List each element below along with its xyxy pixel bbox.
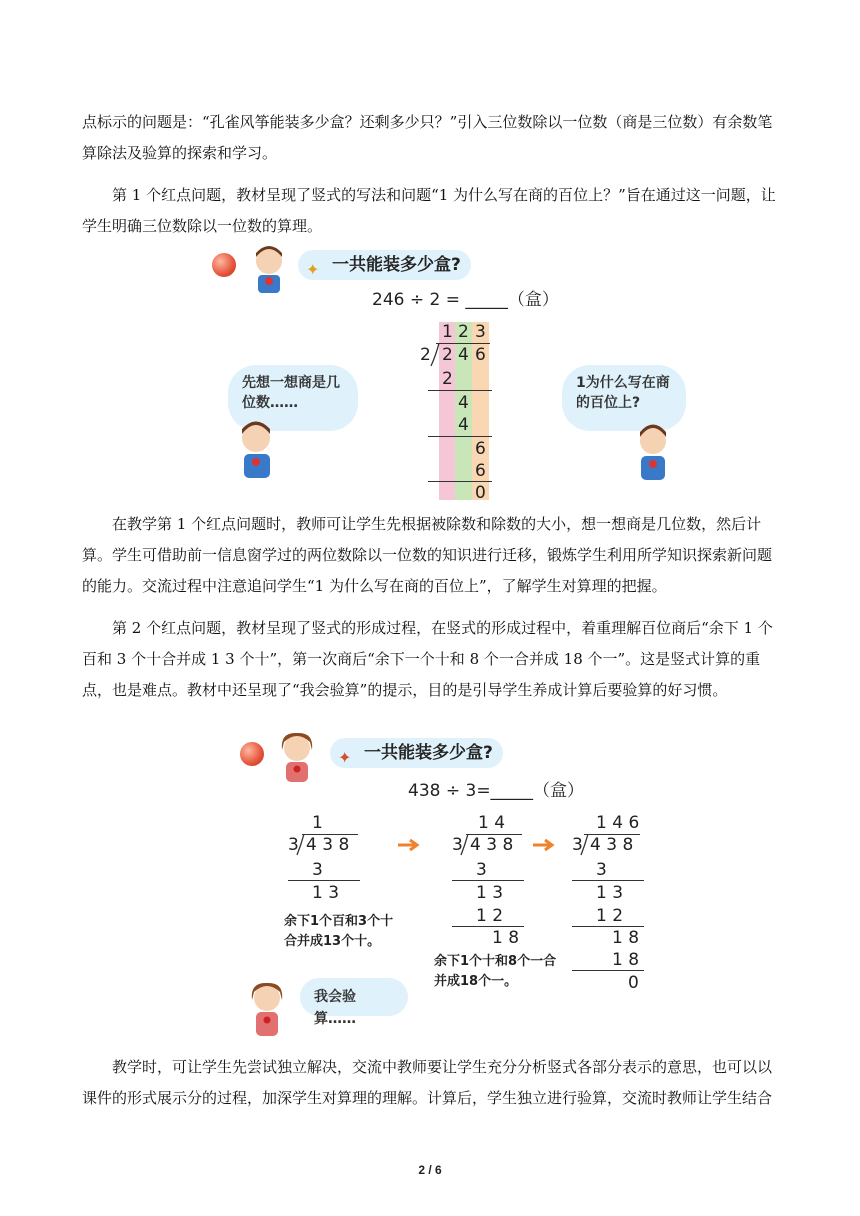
s2-step: 1 2 — [476, 906, 504, 926]
think-bubble-left: 先想一想商是几位数…… — [228, 365, 358, 431]
girl-thinking-icon — [242, 980, 292, 1038]
figure1-equation: 246 ÷ 2 = _____（盒） — [372, 290, 559, 310]
quotient-digit: 3 — [475, 322, 486, 342]
s1-step-line — [288, 880, 360, 881]
verify-bubble: 我会验算…… — [300, 978, 408, 1016]
step-line — [428, 481, 492, 482]
s1-step: 3 — [312, 860, 323, 880]
paragraph-4: 第 2 个红点问题，教材呈现了竖式的形成过程，在竖式的形成过程中，着重理解百位商后“余下 1 个百和 3 个十合并成 1 3 个十”，第一次商后“余下一个十和 8 个一合并成 18 个一”。这是竖式计算的重点，也是难点。教材中还呈现了“我会验算”的提示，目的是引导学生养成计算后要验算的好习惯。 — [82, 619, 773, 699]
kite-icon: ✦ — [306, 260, 320, 279]
kite-icon: ✦ — [338, 748, 352, 767]
s3-step-line — [572, 926, 644, 927]
s3-divisor: 3 — [572, 835, 583, 855]
figure1-title: ✦ 一共能装多少盒? — [298, 250, 471, 280]
s1-step: 1 3 — [312, 883, 340, 903]
s3-step: 1 8 — [612, 950, 640, 970]
s3-step: 1 8 — [612, 928, 640, 948]
s2-divisor: 3 — [452, 835, 463, 855]
s2-step-line — [452, 880, 524, 881]
paragraph-3: 在教学第 1 个红点问题时，教师可让学生先根据被除数和除数的大小，想一想商是几位数，然后计算。学生可借助前一信息窗学过的两位数除以一位数的知识进行迁移，锻炼学生利用所学知识探索新问题的能力。交流过程中注意追问学生“1 为什么写在商的百位上”，了解学生对算理的把握。 — [82, 515, 773, 595]
boy-avatar-icon — [248, 245, 290, 293]
paragraph-5: 教学时，可让学生先尝试独立解决，交流中教师要让学生充分分析竖式各部分表示的意思，也可以以课件的形式展示分的过程，加深学生对算理的理解。计算后，学生独立进行验算，交流时教师让学生结合 — [82, 1058, 773, 1107]
s1-note: 余下1个百和3个十合并成13个十。 — [284, 914, 394, 949]
paragraph-2: 第 1 个红点问题，教材呈现了竖式的写法和问题“1 为什么写在商的百位上？”旨在通过这一问题，让学生明确三位数除以一位数的算理。 — [82, 186, 776, 235]
page-number: 2 / 6 — [418, 1163, 442, 1177]
boy-thinking-icon — [628, 423, 678, 483]
red-dot-icon — [212, 253, 236, 277]
dividend-digit: 6 — [475, 345, 486, 365]
red-dot-icon — [240, 742, 264, 766]
figure2-title: ✦ 一共能装多少盒? — [330, 738, 503, 768]
step-line — [428, 390, 492, 391]
s3-step-line — [572, 880, 644, 881]
s3-quotient: 1 4 6 — [596, 813, 640, 833]
s3-step: 1 3 — [596, 883, 624, 903]
step-line — [428, 436, 492, 437]
step-digit: 4 — [458, 415, 469, 435]
s2-step: 1 3 — [476, 883, 504, 903]
step-digit: 6 — [475, 439, 486, 459]
s2-step: 1 8 — [492, 928, 520, 948]
s2-step: 3 — [476, 860, 487, 880]
arrow-right-icon — [397, 838, 423, 852]
step-digit: 6 — [475, 461, 486, 481]
s3-step: 1 2 — [596, 906, 624, 926]
s1-bracket — [296, 834, 306, 856]
s3-dividend: 4 3 8 — [590, 835, 634, 855]
dividend-digit: 2 — [442, 345, 453, 365]
s1-quotient: 1 — [312, 813, 323, 833]
step-digit: 0 — [475, 483, 486, 503]
s1-dividend: 4 3 8 — [306, 835, 350, 855]
s1-divisor: 3 — [288, 835, 299, 855]
s2-note: 余下1个十和8个一合并成18个一。 — [434, 954, 557, 989]
quotient-digit: 1 — [442, 322, 453, 342]
s3-step: 0 — [628, 973, 639, 993]
figure2-equation: 438 ÷ 3=_____（盒） — [408, 781, 585, 801]
boy-pointing-icon — [234, 420, 284, 480]
think-bubble-right: 1为什么写在商的百位上? — [562, 365, 686, 431]
s2-step-line — [452, 926, 524, 927]
arrow-right-icon — [532, 838, 558, 852]
figure-438-division — [230, 728, 680, 1043]
s2-dividend: 4 3 8 — [470, 835, 514, 855]
s3-step-line — [572, 970, 644, 971]
s3-step: 3 — [596, 860, 607, 880]
s2-quotient: 1 4 — [478, 813, 506, 833]
quotient-digit: 2 — [458, 322, 469, 342]
s2-bracket — [460, 834, 470, 856]
paragraph-1: 点标示的问题是：“孔雀风筝能装多少盒？还剩多少只？”引入三位数除以一位数（商是三位数）有余数笔算除法及验算的探索和学习。 — [82, 113, 773, 162]
dividend-digit: 4 — [458, 345, 469, 365]
s3-bracket — [580, 834, 590, 856]
division-bar — [436, 343, 490, 344]
figure-246-division — [200, 245, 700, 505]
girl-avatar-icon — [272, 730, 322, 782]
division-bracket — [430, 343, 440, 367]
step-digit: 4 — [458, 393, 469, 413]
step-digit: 2 — [442, 369, 453, 389]
divisor: 2 — [420, 345, 431, 365]
